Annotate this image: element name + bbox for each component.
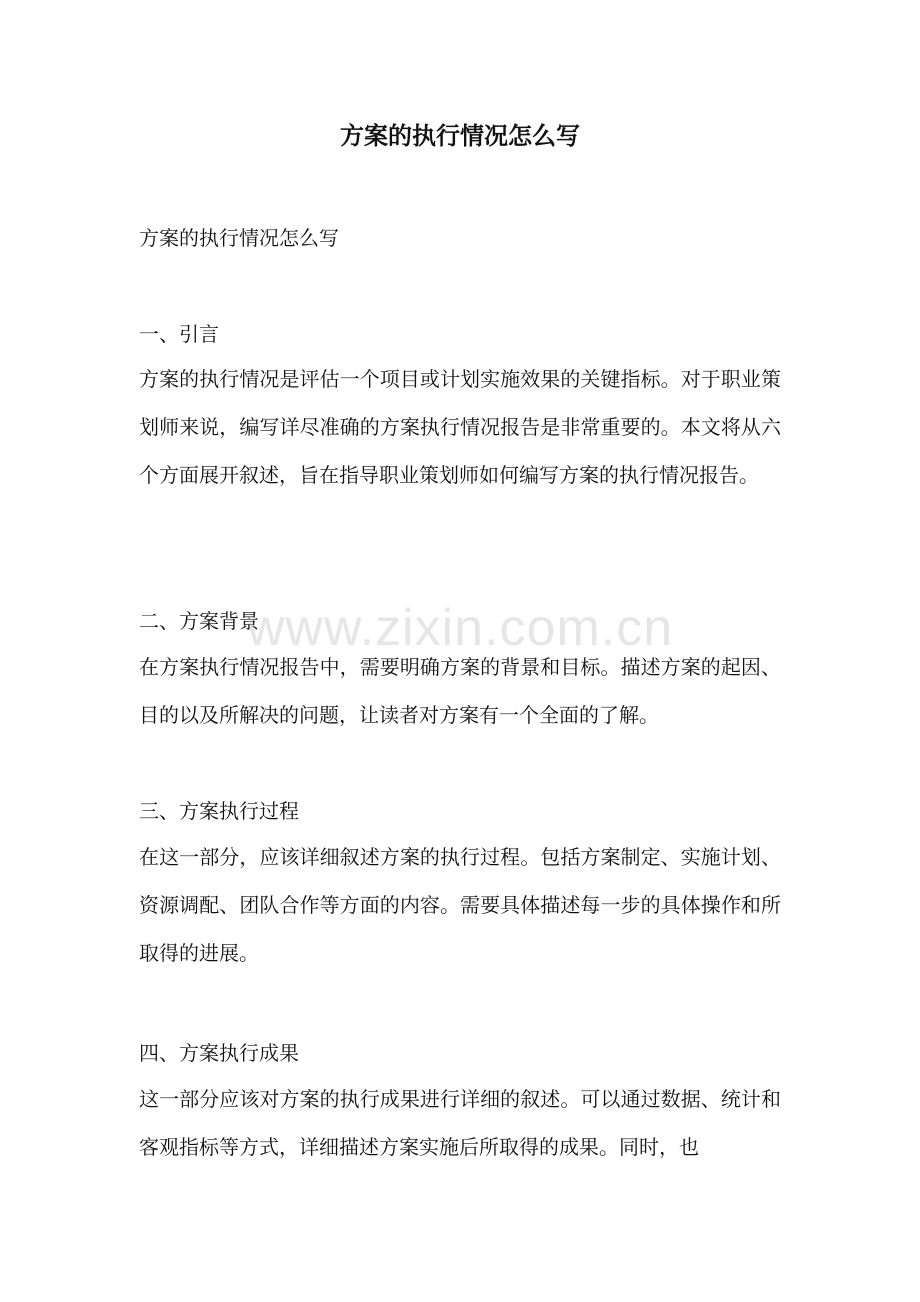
section-paragraph-results: 这一部分应该对方案的执行成果进行详细的叙述。可以通过数据、统计和客观指标等方式，详细描述方案实施后所取得的成果。同时，也 bbox=[139, 1087, 781, 1159]
document-subtitle: 方案的执行情况怎么写 bbox=[139, 226, 339, 250]
document-title: 方案的执行情况怎么写 bbox=[340, 121, 580, 150]
section-paragraph-intro: 方案的执行情况是评估一个项目或计划实施效果的关键指标。对于职业策划师来说，编写详尽准确的方案执行情况报告是非常重要的。本文将从六个方面展开叙述，旨在指导职业策划师如何编写方案的执行情况报告。 bbox=[139, 367, 781, 487]
section-paragraph-process: 在这一部分，应该详细叙述方案的执行过程。包括方案制定、实施计划、资源调配、团队合作等方面的内容。需要具体描述每一步的具体操作和所取得的进展。 bbox=[139, 845, 781, 965]
watermark-text: www.zixin.com.cn bbox=[246, 599, 674, 657]
section-heading-background: 二、方案背景 bbox=[139, 609, 259, 633]
section-paragraph-background: 在方案执行情况报告中，需要明确方案的背景和目标。描述方案的起因、目的以及所解决的问题，让读者对方案有一个全面的了解。 bbox=[139, 655, 781, 727]
section-heading-intro: 一、引言 bbox=[139, 322, 219, 346]
section-heading-results: 四、方案执行成果 bbox=[139, 1041, 299, 1065]
section-heading-process: 三、方案执行过程 bbox=[139, 799, 299, 823]
